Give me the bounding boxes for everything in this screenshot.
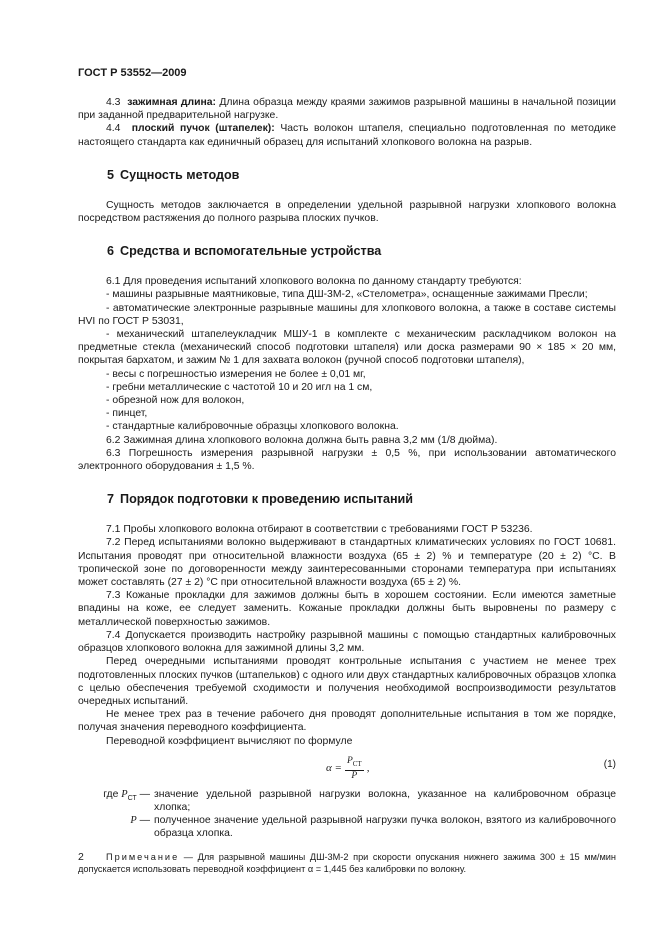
section-number: 6 bbox=[107, 244, 115, 259]
section-7-heading bbox=[107, 491, 616, 507]
daily-tests-paragraph: Не менее трех раз в течение рабочего дня проводят дополнительные испытания в том же порядке, получая значения переводного коэффициента. bbox=[78, 709, 616, 734]
clause-number: 4.3 bbox=[106, 97, 121, 108]
note-label: Примечание bbox=[106, 851, 180, 862]
list-item: - пинцет, bbox=[106, 408, 148, 420]
clause-7-1: 7.1 Пробы хлопкового волокна отбирают в соответствии с требованиями ГОСТ Р 53236. bbox=[106, 524, 533, 536]
formula-1 bbox=[78, 754, 616, 782]
section-title: Сущность методов bbox=[120, 167, 240, 182]
section-6-heading bbox=[107, 243, 616, 259]
legend-dash: — bbox=[136, 788, 150, 800]
list-item: - автоматические электронные разрывные машины для хлопкового волокна, а также в составе системы HVI по ГОСТ Р 53031, bbox=[78, 302, 616, 327]
clause-4-3 bbox=[78, 96, 616, 122]
formula-numerator bbox=[345, 756, 364, 771]
definition: Длина образца между краями зажимов разрывной машины в начальной позиции при заданной предварительной нагрузке. bbox=[78, 97, 616, 122]
legend-row bbox=[78, 788, 616, 814]
term: зажимная длина: bbox=[127, 97, 217, 108]
numerator-symbol: P bbox=[346, 755, 353, 766]
numerator-subscript: СТ bbox=[352, 759, 362, 768]
clause-7-4: 7.4 Допускается производить настройку разрывной машины с помощью стандартных калибровочных образцов хлопкового волокна для зажимной длины 3,2 мм. bbox=[78, 629, 616, 655]
list-item: - стандартные калибровочные образцы хлопкового волокна. bbox=[106, 421, 399, 433]
legend-description: значение удельной разрывной нагрузки волокна, указанное на калибровочном образце хлопка; bbox=[154, 788, 616, 813]
section-5-heading bbox=[107, 167, 616, 183]
legend-description: полученное значение удельной разрывной нагрузки пучка волокон, взятого из калибровочного образца хлопка. bbox=[154, 815, 616, 840]
page-number: 2 bbox=[78, 851, 84, 863]
legend-row bbox=[78, 814, 616, 840]
legend-subscript: СТ bbox=[127, 794, 137, 802]
definition: Часть волокон штапеля, специально подготовленная по методике настоящего стандарта как единичный образец для испытаний хлопкового волокна на разрыв. bbox=[78, 123, 616, 148]
list-item: - механический штапелеукладчик МШУ-1 в комплекте с механическим раскладчиком волокон на предметные стекла (механический способ подготовки штапеля) или доска размерами 90 × 185 × 20 мм, покрытая бархатом, и зажим № 1 для захвата волокон (ручной способ подготовки штапеля), bbox=[78, 329, 616, 367]
clause-6-2: 6.2 Зажимная длина хлопкового волокна должна быть равна 3,2 мм (1/8 дюйма). bbox=[106, 434, 498, 446]
clause-6-1: 6.1 Для проведения испытаний хлопкового волокна по данному стандарту требуются: bbox=[106, 276, 522, 288]
equipment-list bbox=[78, 288, 616, 433]
formula-fraction bbox=[345, 756, 364, 782]
list-item: - весы с погрешностью измерения не более ± 0,01 мг, bbox=[106, 368, 366, 380]
clause-7-2: 7.2 Перед испытаниями волокно выдерживают в стандартных климатических условиях по ГОСТ 10681. Испытания проводят при относительной влажности воздуха (65 ± 2) % и температуре (20 ± 2) °С. В тропической зоне по договоренности между заинтересованными сторонами температура при испытаниях может составлять (27 ± 2) °С при относительной влажности воздуха (65 ± 2) %. bbox=[78, 537, 616, 589]
legend-prefix: где bbox=[103, 788, 122, 800]
formula-denominator: P bbox=[351, 770, 358, 781]
formula-legend bbox=[78, 788, 616, 841]
note bbox=[78, 851, 616, 875]
legend-symbol bbox=[78, 788, 154, 814]
document-header: ГОСТ Р 53552—2009 bbox=[78, 67, 187, 79]
list-item: - обрезной нож для волокон, bbox=[106, 395, 245, 407]
clause-4-4 bbox=[78, 122, 616, 148]
clause-number: 4.4 bbox=[106, 123, 121, 135]
formula-intro: Переводной коэффициент вычисляют по формуле bbox=[106, 735, 353, 747]
legend-variable: P bbox=[121, 788, 128, 800]
legend-dash: — bbox=[136, 815, 150, 827]
control-tests-paragraph: Перед очередными испытаниями проводят контрольные испытания с участием не менее трех подготовленных плоских пучков (штапельков) с одного или двух стандартных калибровочных образцов хлопка с целью обеспечения требуемой сходимости и получения необходимой воспроизводимости результатов очередных испытаний. bbox=[78, 656, 616, 707]
document-body bbox=[78, 96, 616, 875]
legend-variable: P bbox=[130, 815, 137, 827]
note-text: — Для разрывной машины ДШ-3М-2 при скорости опускания нижнего зажима 300 ± 15 мм/мин допускается использовать переводной коэффициент α = 1,445 без калибровки по волокну. bbox=[78, 851, 616, 874]
section-number: 5 bbox=[107, 167, 115, 182]
section-title: Средства и вспомогательные устройства bbox=[120, 244, 382, 259]
formula-lhs: α = bbox=[326, 762, 342, 775]
list-item: - гребни металлические с частотой 10 и 20 игл на 1 см, bbox=[106, 381, 373, 393]
section-title: Порядок подготовки к проведению испытаний bbox=[120, 492, 414, 507]
formula-tail: , bbox=[366, 762, 370, 775]
section-number: 7 bbox=[107, 492, 115, 507]
formula-expression bbox=[326, 756, 369, 782]
formula-number: (1) bbox=[603, 758, 616, 770]
clause-7-3: 7.3 Кожаные прокладки для зажимов должны быть в хорошем состоянии. Если имеются заметные впадины на коже, ее следует заменить. Кожаные прокладки должны быть выровнены по размеру с металлической поверхностью зажимов. bbox=[78, 590, 616, 628]
term: плоский пучок (штапелек): bbox=[131, 123, 275, 135]
clause-6-3: 6.3 Погрешность измерения разрывной нагрузки ± 0,5 %, при использовании автоматического электронного оборудования ± 1,5 %. bbox=[78, 447, 616, 473]
section-5-text: Сущность методов заключается в определении удельной разрывной нагрузки хлопкового волокна посредством растяжения до полного разрыва плоских пучков. bbox=[78, 199, 616, 225]
legend-symbol bbox=[78, 814, 154, 840]
list-item: - машины разрывные маятниковые, типа ДШ-3М-2, «Стелометра», оснащенные зажимами Пресли; bbox=[106, 289, 588, 301]
